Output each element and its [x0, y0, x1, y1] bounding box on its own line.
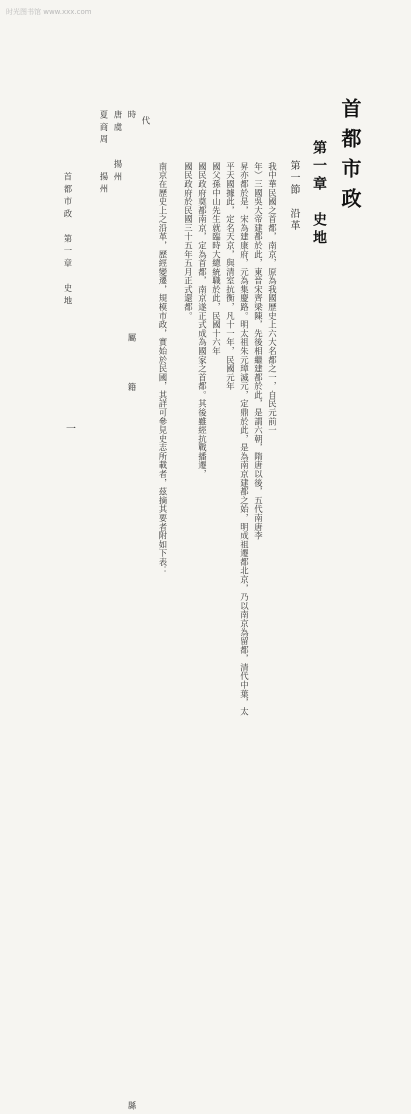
table-header-dynasty: 代 [141, 116, 151, 786]
page-title: 首都市政 [338, 98, 362, 218]
table-row: 夏商周 揚州 [99, 110, 109, 197]
section-heading: 第一節 沿革 [288, 160, 299, 232]
body-column: 平天國據此，定名天京，與清室抗衡，凡十一年，民國元年 [225, 162, 236, 391]
page-number: 一 [66, 424, 76, 435]
body-column: 昇亦都於是，宋為建康府，元為集慶路。明太祖朱元璋滅元，定鼎於此，是為南京建都之始，明成祖遷都北京，乃以南京為留都，清代中葉，太 [239, 162, 250, 716]
table-row: 唐虞 揚州 [113, 110, 123, 185]
body-column: 國民政府於民國三十五年五月正式還都。 [183, 162, 194, 321]
watermark: 时光图书馆 www.xxx.com [6, 8, 92, 16]
chapter-heading: 第一章 史地 [311, 140, 327, 248]
table-header-time: 時 屬 籍 縣 [127, 110, 137, 1114]
body-column: 國民政府奠都南京，定為首都，南京遂正式成為國家之首都。其後雖經抗戰播遷， [197, 162, 208, 479]
page-footer: 首都市政 第一章 史地 [63, 172, 73, 309]
body-column: 我中華民國之首都，南京，原為我國歷史上六大名都之一，自民元前一 [267, 162, 278, 435]
body-column: 國父孫中山先生就臨時大總統職於此，民國十六年 [211, 162, 222, 356]
body-column: 年）三國吳大帝建都於此，東晉宋齊梁陳，先後相繼建都於此，是謂六朝，隋唐以後，五代南唐李 [253, 162, 264, 540]
note-column: 南京在歷史上之沿革，歷經變遷，規模市政，實始於民國，其詳可參見史志所載者，茲摘其要者附如下表： [158, 162, 168, 576]
